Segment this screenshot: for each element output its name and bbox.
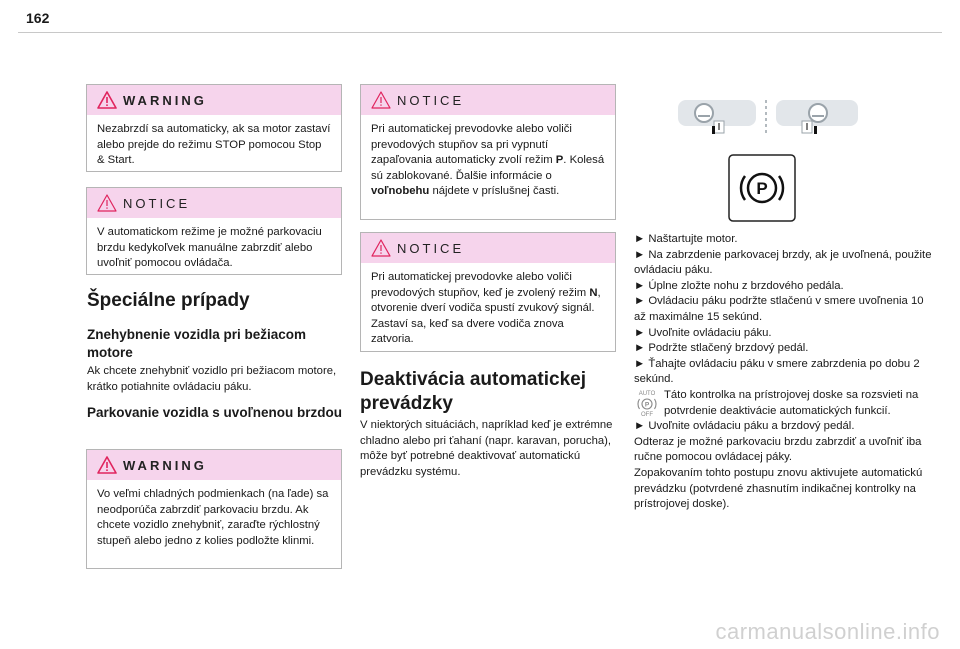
notice-text: Pri automatickej prevodovke alebo voliči prevodových stupňov sa pri vypnutí zapaľovania automaticky zvolí režim P. Kolesá sú zablokované. Ďalšie informácie o voľnobehu nájdete v príslušnej časti. [371, 123, 605, 198]
notice-text: V automatickom režime je možné parkovaciu brzdu kedykoľvek manuálne zabrzdiť alebo uvoľniť pomocou ovládača. [97, 226, 322, 270]
step: ► Úplne zložte nohu z brzdového pedála. [634, 279, 844, 292]
warning-box-1 [86, 84, 342, 172]
step: ► Naštartujte motor. [634, 233, 738, 245]
notice-box-1 [86, 187, 342, 275]
warning-label: WARNING [123, 92, 207, 108]
notice-icon [97, 194, 117, 212]
notice-header [361, 233, 615, 263]
deactivation-steps [634, 232, 934, 513]
notice-label: NOTICE [397, 92, 465, 108]
parking-brake-warning-light-icon [728, 154, 796, 222]
warning-icon [97, 456, 117, 474]
notice-header [361, 85, 615, 115]
indicator-step: AUTO P OFF Táto kontrolka na prístrojovej doske sa rozsvieti na potvrdenie deaktivácie automatických funkcií. [634, 388, 934, 419]
subheading-immobilize: Znehybnenie vozidla pri bežiacom motore [87, 327, 307, 360]
auto-off-indicator-icon [634, 389, 660, 417]
step: ► Uvoľnite ovládaciu páku. [634, 326, 772, 339]
warning-icon [97, 91, 117, 109]
parking-brake-lever-illustration [676, 96, 862, 138]
notice-icon [371, 239, 391, 257]
icon-off-text: OFF [641, 411, 653, 417]
notice-label: NOTICE [123, 195, 191, 211]
warning-header [87, 450, 341, 480]
svg-text:P: P [756, 179, 768, 198]
step: Zopakovaním tohto postupu znovu aktivujete automatickú prevádzku (potvrdené zhasnutím indikačnej kontrolky na prístrojovej doske). [634, 466, 923, 511]
icon-auto-text: AUTO [638, 390, 656, 397]
section-heading-special-cases: Špeciálne prípady [87, 290, 250, 311]
deactivation-text: V niektorých situáciách, napríklad keď je extrémne chladno alebo pri ťahaní (napr. karavan, porucha), môže byť potrebné deaktivovať automatickú prevádzku systému. [360, 419, 613, 478]
watermark: carmanualsonline.info [715, 619, 940, 644]
notice-box-2 [360, 84, 616, 220]
page-number: 162 [26, 10, 50, 26]
warning-text: Nezabrzdí sa automaticky, ak sa motor zastaví alebo prejde do režimu STOP pomocou Stop & Start. [97, 123, 331, 167]
notice-label: NOTICE [397, 240, 465, 256]
warning-label: WARNING [123, 457, 207, 473]
subheading-parking-released: Parkovanie vozidla s uvoľnenou brzdou [87, 405, 342, 420]
section-heading-deactivation: Deaktivácia automatickej prevádzky [360, 369, 587, 414]
svg-text:P: P [644, 401, 650, 409]
top-divider [18, 32, 942, 33]
notice-text: Pri automatickej prevodovke alebo voliči prevodových stupňov, keď je zvolený režim N, otvorenie dverí vodiča spustí zvukový signál. Zastaví sa, keď sa dvere vodiča znova zatvoria. [371, 271, 601, 346]
notice-box-3 [360, 232, 616, 352]
step: ► Podržte stlačený brzdový pedál. [634, 342, 809, 355]
step: ► Na zabrzdenie parkovacej brzdy, ak je uvoľnená, použite ovládaciu páku. [634, 248, 932, 277]
immobilize-text: Ak chcete znehybniť vozidlo pri bežiacom motore, krátko potiahnite ovládaciu páku. [87, 365, 337, 393]
warning-box-2 [86, 449, 342, 569]
step: ► Uvoľnite ovládaciu páku a brzdový pedál. [634, 420, 855, 433]
warning-header [87, 85, 341, 115]
notice-icon [371, 91, 391, 109]
notice-header [87, 188, 341, 218]
step: ► Ovládaciu páku podržte stlačenú v smere uvoľnenia 10 až maximálne 15 sekúnd. [634, 295, 924, 323]
step: ► Ťahajte ovládaciu páku v smere zabrzdenia po dobu 2 sekúnd. [634, 357, 920, 386]
step: Odteraz je možné parkovaciu brzdu zabrzdiť a uvoľniť iba ručne pomocou ovládacej páky. [634, 435, 922, 464]
warning-text: Vo veľmi chladných podmienkach (na ľade) sa neodporúča zabrzdiť parkovaciu brzdu. Ak chcete vozidlo znehybniť, zaraďte rýchlostný stupeň alebo jedno z kolies podložte klinmi. [97, 488, 329, 547]
